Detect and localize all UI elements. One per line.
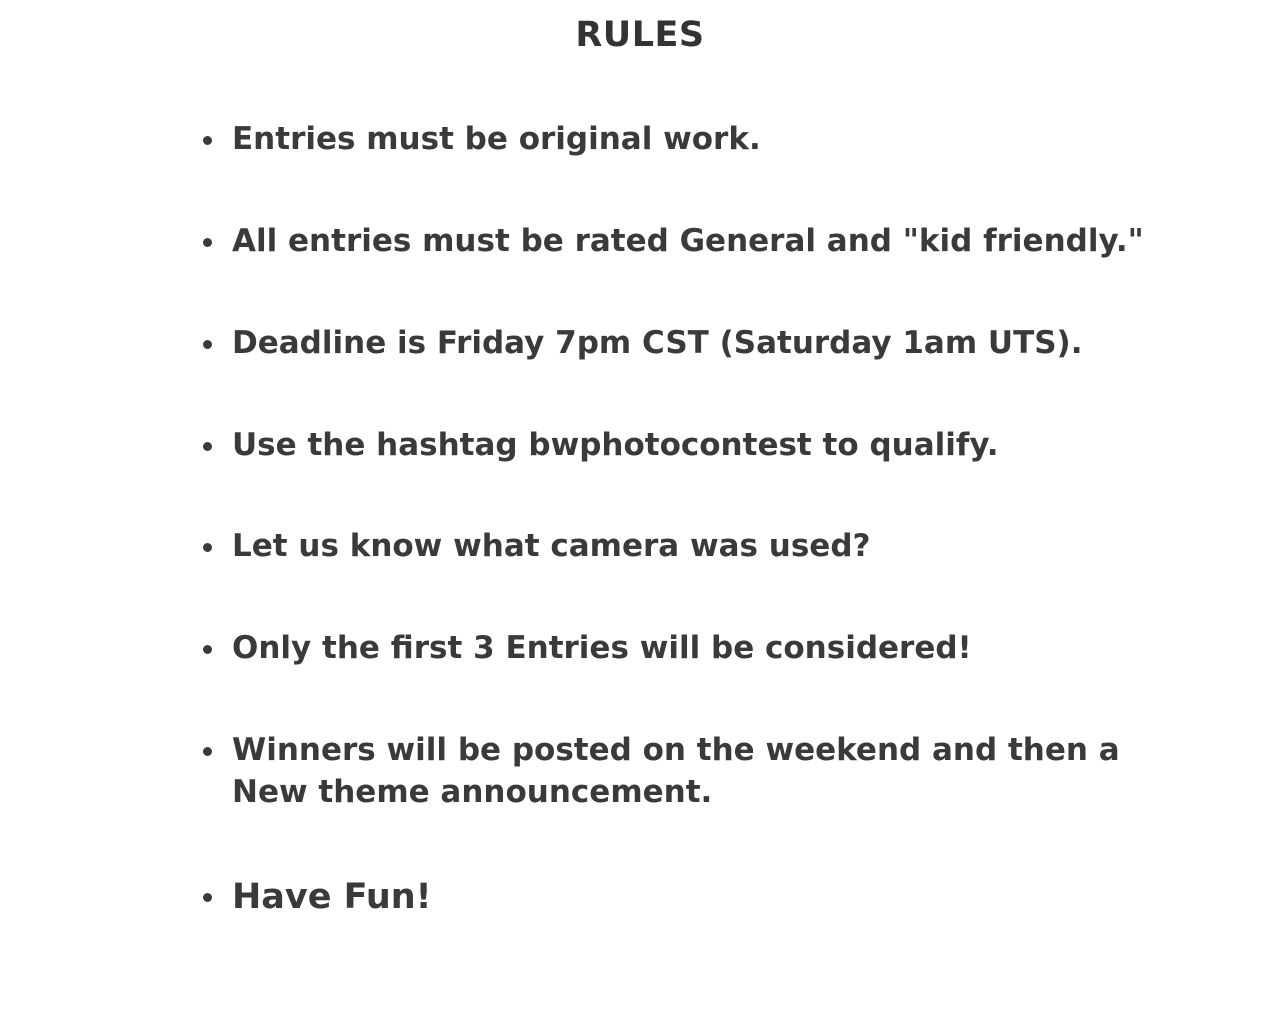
rules-list <box>196 119 1196 921</box>
list-item: Entries must be original work. <box>196 119 1196 161</box>
list-item: Let us know what camera was used? <box>196 526 1196 568</box>
list-item: Winners will be posted on the weekend and then a New theme announcement. <box>196 730 1196 814</box>
list-item: Only the first 3 Entries will be considered! <box>196 628 1196 670</box>
list-item: Have Fun! <box>196 874 1196 921</box>
list-item: Deadline is Friday 7pm CST (Saturday 1am UTS). <box>196 323 1196 365</box>
page-title: RULES <box>575 15 705 55</box>
rules-document <box>0 14 1280 1029</box>
list-item: Use the hashtag bwphotocontest to qualify. <box>196 425 1196 467</box>
list-item: All entries must be rated General and "kid friendly." <box>196 221 1196 263</box>
